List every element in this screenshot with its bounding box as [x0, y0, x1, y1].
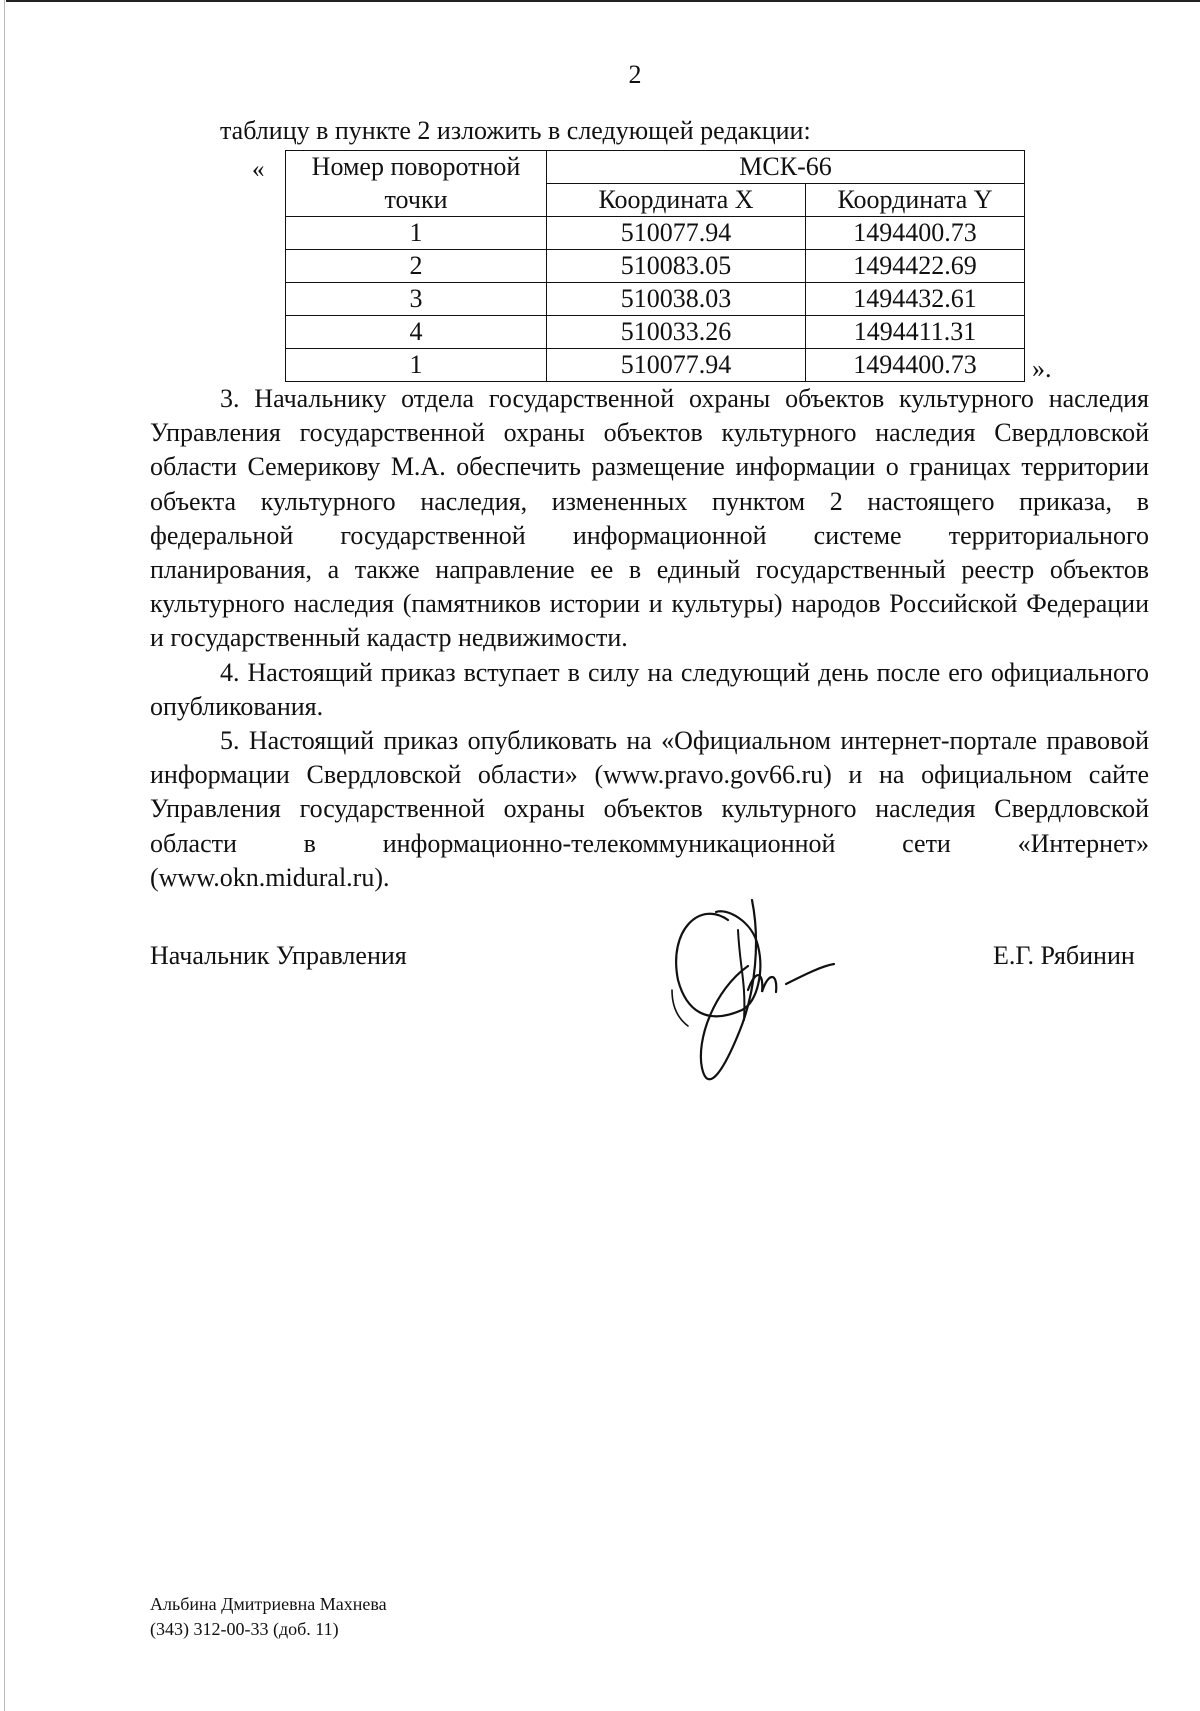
cell-point: 1 [286, 217, 547, 250]
document-body [150, 382, 1149, 895]
header-coordinate-x: Координата X [547, 184, 806, 217]
cell-point: 3 [286, 283, 547, 316]
cell-x: 510033.26 [547, 316, 806, 349]
header-coordinate-system: МСК-66 [547, 151, 1025, 184]
scan-left-edge [4, 0, 5, 1711]
header-coordinate-y: Координата Y [806, 184, 1025, 217]
table-row [286, 217, 1025, 250]
paragraph-4: 4. Настоящий приказ вступает в силу на следующий день после его официального опубликования. [150, 657, 1149, 721]
header-point-number-continued: точки [286, 184, 547, 217]
cell-y: 1494411.31 [806, 316, 1025, 349]
cell-point: 2 [286, 250, 547, 283]
page-number: 2 [628, 60, 642, 89]
cell-x: 510083.05 [547, 250, 806, 283]
cell-y: 1494432.61 [806, 283, 1025, 316]
closing-quote-mark: ». [1032, 354, 1052, 383]
cell-point: 4 [286, 316, 547, 349]
cell-y: 1494422.69 [806, 250, 1025, 283]
executor-name: Альбина Дмитриевна Махнева [150, 1594, 387, 1614]
header-point-number: Номер поворотной [286, 151, 547, 184]
paragraph-5: 5. Настоящий приказ опубликовать на «Официальном интернет-портале правовой информации Свердловской области» (www.pravo.gov66.ru) и на официальном сайте Управления государственной охраны объектов культурного наследия Свердловской области в информационно-телекоммуникационной сети «Интернет» (www.okn.midural.ru). [150, 726, 1149, 892]
table-row [286, 349, 1025, 382]
paragraph-3: 3. Начальнику отдела государственной охраны объектов культурного наследия Управления государственной охраны объектов культурного наследия Свердловской области Семерикову М.А. обеспечить размещение информации о границах территории объекта культурного наследия, измененных пунктом 2 настоящего приказа, в федеральной государственной информационной системе территориального планирования, а также направление ее в единый государственный реестр объектов культурного наследия (памятников истории и культуры) народов Российской Федерации и государственный кадастр недвижимости. [150, 384, 1149, 653]
cell-y: 1494400.73 [806, 349, 1025, 382]
scan-top-edge [6, 0, 1200, 2]
coordinates-table [285, 150, 1025, 382]
cell-point: 1 [286, 349, 547, 382]
table-row [286, 250, 1025, 283]
signatory-role: Начальник Управления [150, 941, 407, 970]
table-intro-text: таблицу в пункте 2 изложить в следующей редакции: [220, 116, 811, 145]
cell-y: 1494400.73 [806, 217, 1025, 250]
signatory-name: Е.Г. Рябинин [993, 941, 1135, 970]
cell-x: 510038.03 [547, 283, 806, 316]
cell-x: 510077.94 [547, 217, 806, 250]
table-row [286, 316, 1025, 349]
handwritten-signature [660, 860, 880, 1100]
cell-x: 510077.94 [547, 349, 806, 382]
opening-quote-mark: « [252, 156, 265, 183]
table-row [286, 283, 1025, 316]
executor-block [150, 1592, 387, 1642]
executor-phone: (343) 312-00-33 (доб. 11) [150, 1619, 339, 1639]
